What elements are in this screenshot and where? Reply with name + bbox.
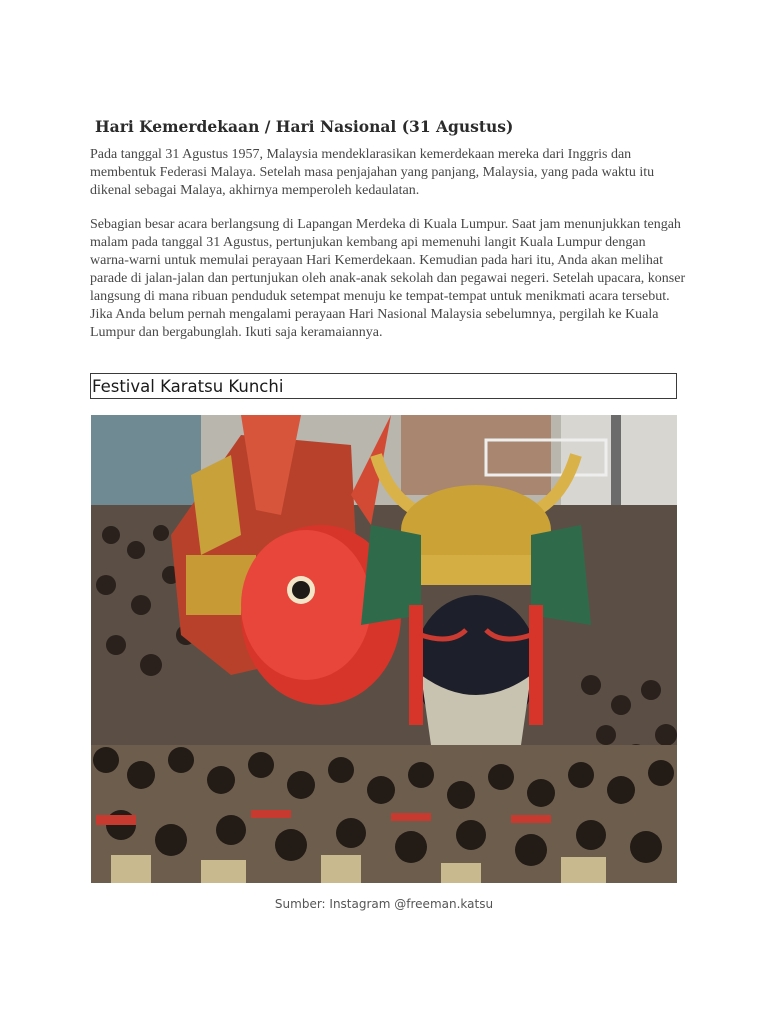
section-heading-independence-day: Hari Kemerdekaan / Hari Nasional (31 Agustus) [95,117,514,136]
paragraph-celebration-details: Sebagian besar acara berlangsung di Lapangan Merdeka di Kuala Lumpur. Saat jam menunjukkan tengah malam pada tanggal 31 Agustus, pertunjukan kembang api memenuhi langit Kuala Lumpur dengan warna-warni untuk memulai perayaan Hari Kemerdekaan. Kemudian pada hari itu, Anda akan melihat parade di jalan-jalan dan pertunjukan oleh anak-anak sekolah dan pegawai negeri. Setelah upacara, konser langsung di mana ribuan penduduk setempat menuju ke tempat-tempat untuk menikmati acara tersebut. Jika Anda belum pernah mengalami perayaan Hari Nasional Malaysia sebelumnya, pergilah ke Kuala Lumpur dan bergabunglah. Ikuti saja keramaiannya. [90,217,686,340]
festival-photo [91,415,677,883]
photo-caption: Sumber: Instagram @freeman.katsu [274,897,494,911]
festival-photo-illustration [91,415,677,883]
section-title-box [90,373,677,399]
paragraph-independence-history: Pada tanggal 31 Agustus 1957, Malaysia mendeklarasikan kemerdekaan mereka dari Inggris dan membentuk Federasi Malaya. Setelah masa penjajahan yang panjang, Malaysia, yang pada waktu itu dikenal sebagai Malaya, akhirnya memperoleh kedaulatan. [90,147,655,198]
section-title-karatsu-kunchi: Festival Karatsu Kunchi [92,376,284,396]
